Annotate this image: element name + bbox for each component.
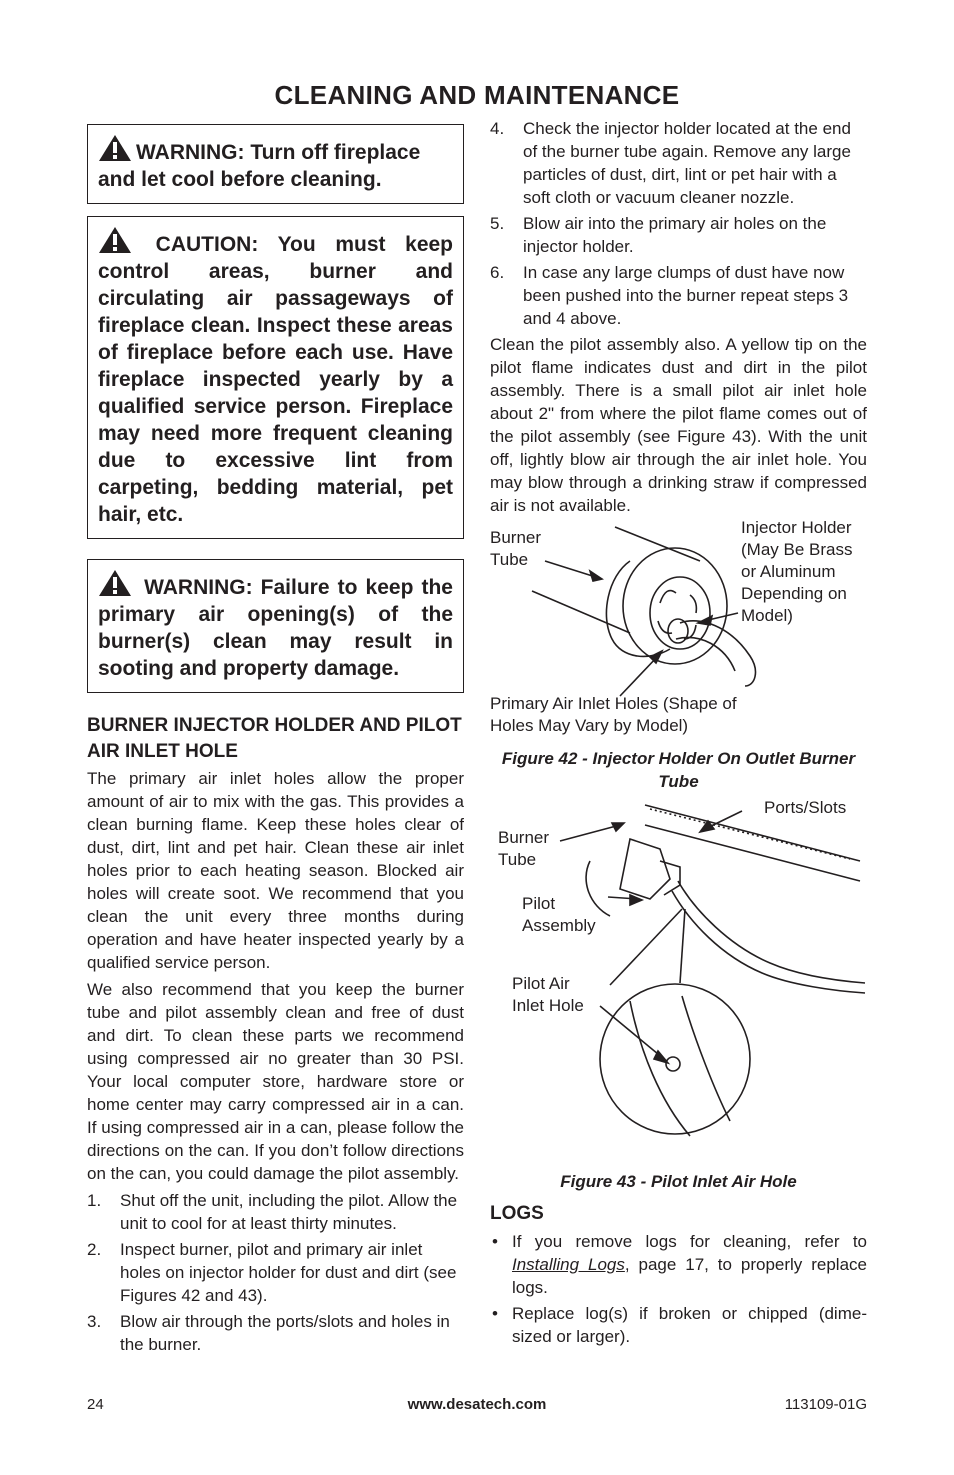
- figure-42-caption: Figure 42 - Injector Holder On Outlet Burner Tube: [501, 749, 856, 791]
- section-heading-logs: LOGS: [490, 1203, 544, 1224]
- paragraph-pilot: Clean the pilot assembly also. A yellow tip on the pilot flame indicates dust and dirt in the pilot assembly. There is a small pilot air inlet hole about 2" from where the pilot flame comes out of the pilot assembly (see Figure 43). With the unit off, lightly blow air through the air inlet hole. You may blow through a drinking straw if compressed air is not available.: [490, 335, 867, 515]
- paragraph: The primary air inlet holes allow the proper amount of air to mix with the gas. This provides a clean burning flame. Keep these holes clear of dust, dirt, lint and pet hair. Clean these air inlet holes prior to each heating season. Blocked air holes will create soot. We recommend that you clean the unit every three months during operation and have heater inspected yearly by a qualified service person.: [87, 769, 464, 972]
- list-item: 1. Shut off the unit, including the pilot. Allow the unit to cool for at least thirty minutes.: [87, 1191, 458, 1233]
- list-item: 6. In case any large clumps of dust have now been pushed into the burner repeat steps 3 and 4 above.: [490, 263, 849, 328]
- installing-logs-link[interactable]: Installing Logs: [512, 1255, 625, 1274]
- caution-text: CAUTION: You must keep control areas, burner and circulating air passageways of fireplace clean. Inspect these areas of fireplace before each use. Have fireplace inspected yearly by a qualified service person. Fireplace may need more frequent cleaning due to excessive lint from carpeting, bedding material, pet hair, etc.: [98, 233, 453, 526]
- warning-text: WARNING: Turn off fireplace and let cool before cleaning.: [98, 141, 421, 191]
- label-primary-air-holes: Primary Air Inlet Holes (Shape of Holes May Vary by Model): [490, 694, 737, 735]
- label-pilot-assembly: Pilot Assembly: [522, 894, 596, 935]
- warning-box-sooting: [87, 559, 464, 693]
- logs-list: [490, 1230, 867, 1348]
- steps-list-continued: [490, 117, 867, 330]
- steps-list: [87, 1189, 464, 1356]
- label-ports-slots: Ports/Slots: [764, 798, 847, 817]
- website-link[interactable]: www.desatech.com: [407, 1396, 547, 1413]
- page-title: CLEANING AND MAINTENANCE: [274, 80, 680, 110]
- warning-triangle-icon: [98, 134, 132, 162]
- right-column: [490, 117, 867, 1351]
- label-burner-tube: Burner Tube: [498, 828, 550, 869]
- label-pilot-air-inlet-hole: Pilot Air Inlet Hole: [512, 974, 584, 1015]
- label-burner-tube: Burner Tube: [490, 528, 542, 569]
- figure-43-caption: Figure 43 - Pilot Inlet Air Hole: [560, 1172, 797, 1191]
- caution-box: [87, 216, 464, 539]
- warning-triangle-icon: [98, 569, 132, 597]
- page-number: 24: [87, 1396, 104, 1413]
- list-item: • If you remove logs for cleaning, refer to Installing Logs, page 17, to properly replace logs.: [492, 1232, 867, 1297]
- list-item: 2. Inspect burner, pilot and primary air inlet holes on injector holder for dust and dirt (see Figures 42 and 43).: [87, 1240, 457, 1305]
- list-item: 3. Blow air through the ports/slots and holes in the burner.: [87, 1312, 450, 1354]
- warning-text: WARNING: Failure to keep the primary air opening(s) of the burner(s) clean may result in sooting and property damage.: [98, 576, 453, 680]
- figure-42: [490, 518, 867, 743]
- warning-box-cool: [87, 124, 464, 204]
- document-number: 113109-01G: [784, 1396, 867, 1413]
- section-heading-burner: BURNER INJECTOR HOLDER AND PILOT AIR INLET HOLE: [87, 715, 462, 762]
- paragraph: We also recommend that you keep the burner tube and pilot assembly clean and free of dust and dirt. To clean these parts we recommend using compressed air no greater than 30 PSI. Your local computer store, hardware store or home center may carry compressed air in a can. If using compressed air in a can, please follow the directions on the can. If you don’t follow directions on the can, you could damage the pilot assembly.: [87, 980, 464, 1183]
- list-item: • Replace log(s) if broken or chipped (dime-sized or larger).: [492, 1304, 867, 1346]
- left-column: [87, 124, 464, 1359]
- warning-triangle-icon: [98, 226, 132, 254]
- list-item: 4. Check the injector holder located at the end of the burner tube again. Remove any large particles of dust, dirt, lint or pet hair with a soft cloth or vacuum cleaner nozzle.: [490, 119, 851, 207]
- figure-43: [490, 798, 867, 1166]
- label-injector-holder: Injector Holder (May Be Brass or Aluminum Depending on Model): [741, 518, 853, 625]
- list-item: 5. Blow air into the primary air holes on the injector holder.: [490, 214, 827, 256]
